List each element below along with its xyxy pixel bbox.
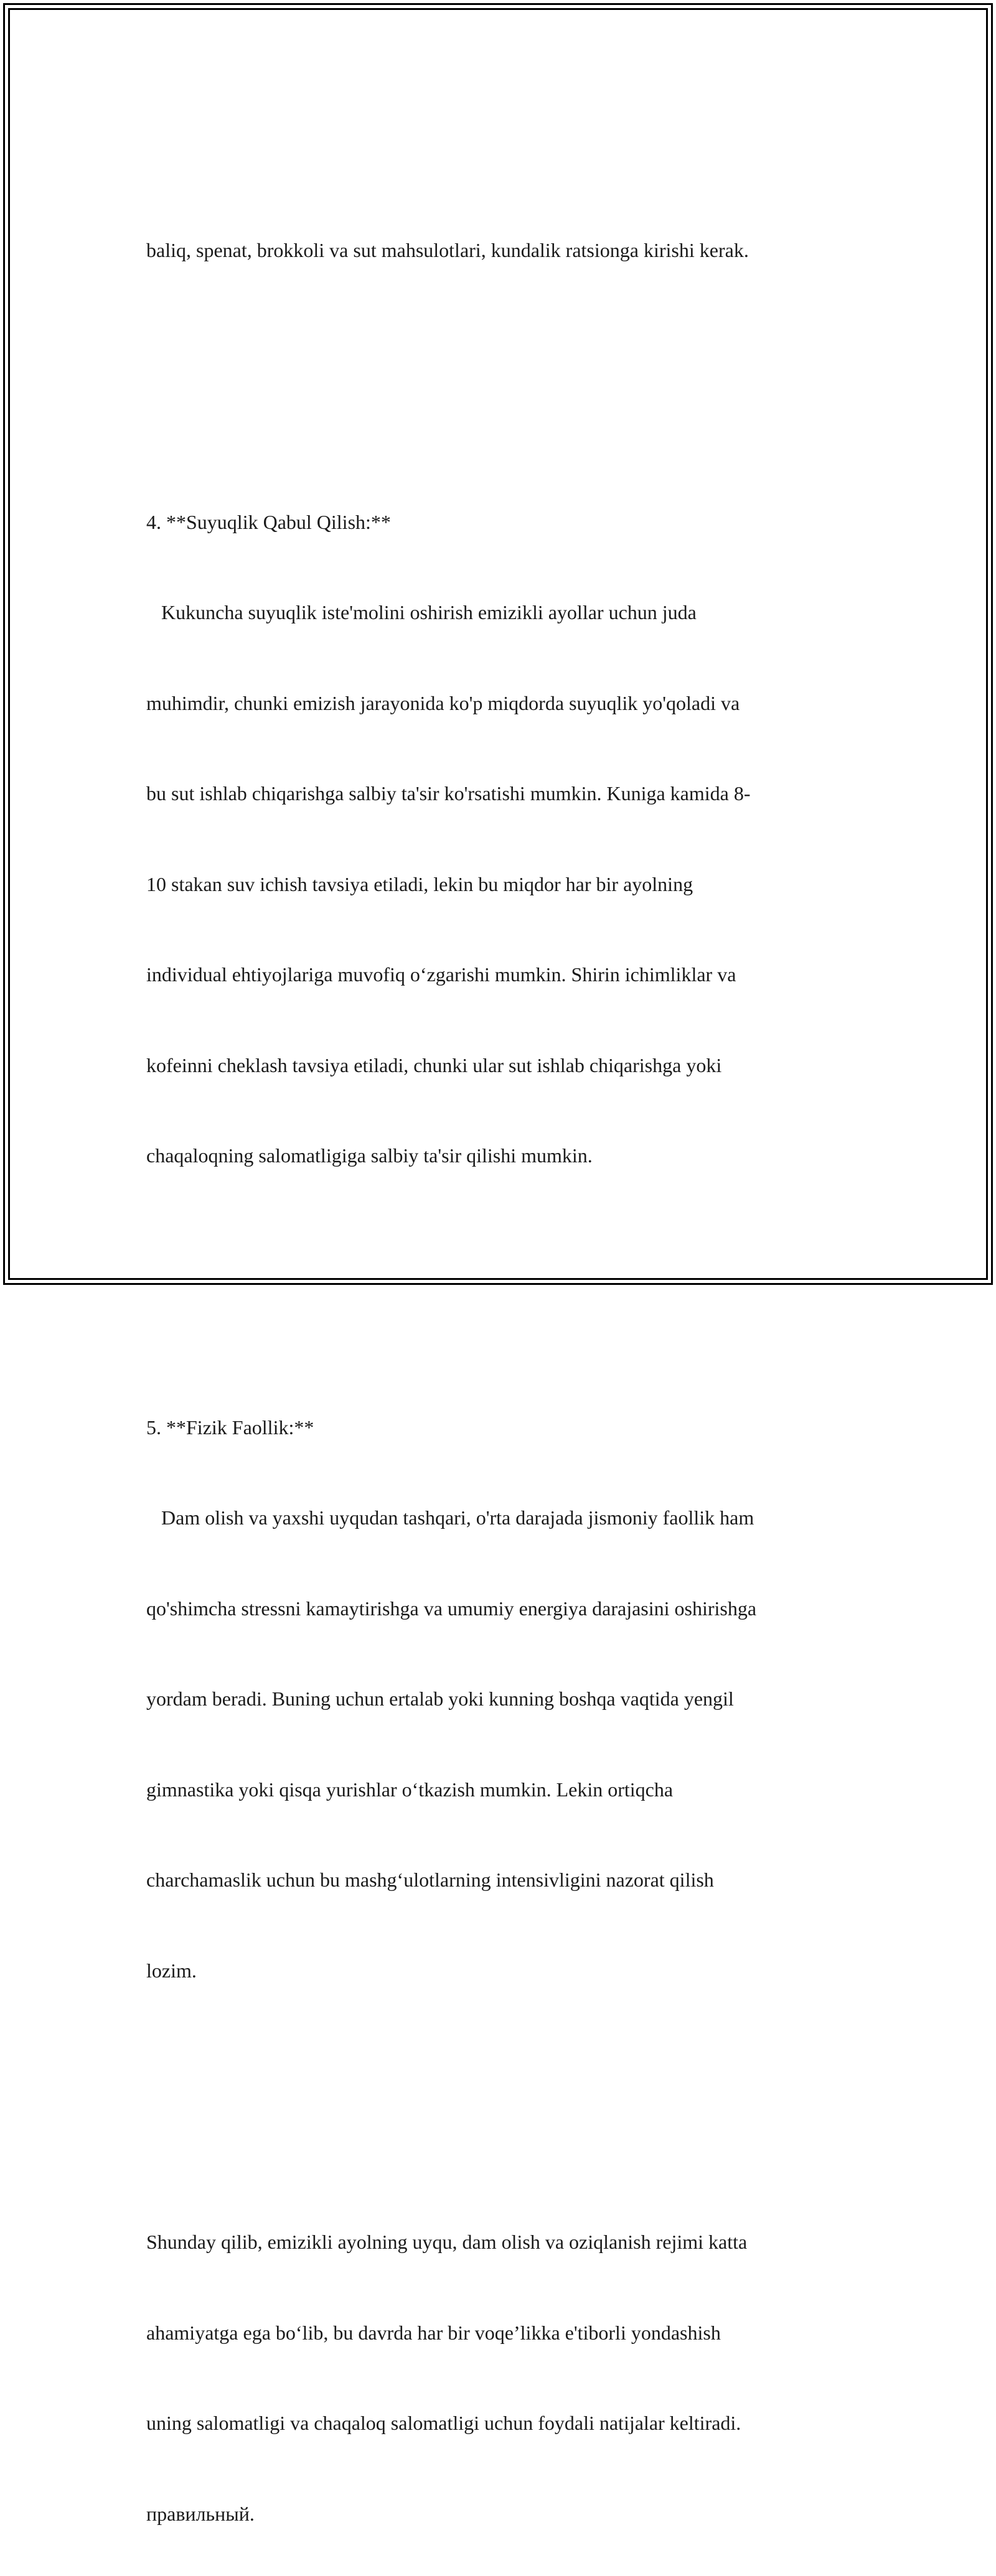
text-line: yordam beradi. Buning uchun ertalab yoki kunning boshqa vaqtida yengil [146,1687,734,1710]
text-line: Dam olish va yaxshi uyqudan tashqari, o'rta darajada jismoniy faollik ham [146,1506,754,1529]
text-line: charchamaslik uchun bu mashg‘ulotlarning intensivligini nazorat qilish [146,1869,714,1891]
text-line: Kukuncha suyuqlik iste'molini oshirish emizikli ayollar uchun juda [146,601,697,623]
paragraph-fluid-intake [146,447,850,1231]
paragraph-physical-activity [146,1352,850,2046]
text-line: gimnastika yoki qisqa yurishlar o‘tkazish mumkin. Lekin ortiqcha [146,1778,674,1801]
document-body [146,114,850,2576]
section-heading: 4. **Suyuqlik Qabul Qilish:** [146,510,391,533]
text-line: 10 stakan suv ichish tavsiya etiladi, lekin bu miqdor har bir ayolning [146,872,693,895]
section-heading: 5. **Fizik Faollik:** [146,1416,314,1439]
paragraph-conclusion [146,2167,850,2576]
text-line: правильный. [146,2502,255,2525]
text-line: kofeinni cheklash tavsiya etiladi, chunki ular sut ishlab chiqarishga yoki [146,1053,722,1076]
text-line: individual ehtiyojlariga muvofiq o‘zgarishi mumkin. Shirin ichimliklar va [146,963,736,986]
text-line: bu sut ishlab chiqarishga salbiy ta'sir ko'rsatishi mumkin. Kuniga kamida 8- [146,782,751,805]
text-line: baliq, spenat, brokkoli va sut mahsulotlari, kundalik ratsionga kirishi kerak. [146,239,749,261]
text-line: ahamiyatga ega bo‘lib, bu davrda har bir voqe’likka e'tiborli yondashish [146,2321,721,2344]
text-line: qo'shimcha stressni kamaytirishga va umumiy energiya darajasini oshirishga [146,1597,757,1620]
text-line: Shunday qilib, emizikli ayolning uyqu, dam olish va oziqlanish rejimi katta [146,2231,748,2253]
text-line: uning salomatligi va chaqaloq salomatligi uchun foydali natijalar keltiradi. [146,2412,741,2434]
text-line: lozim. [146,1959,197,1982]
text-line: chaqaloqning salomatligiga salbiy ta'sir qilishi mumkin. [146,1144,593,1167]
paragraph-intro [146,175,850,326]
text-line: muhimdir, chunki emizish jarayonida ko'p miqdorda suyuqlik yo'qoladi va [146,691,740,714]
